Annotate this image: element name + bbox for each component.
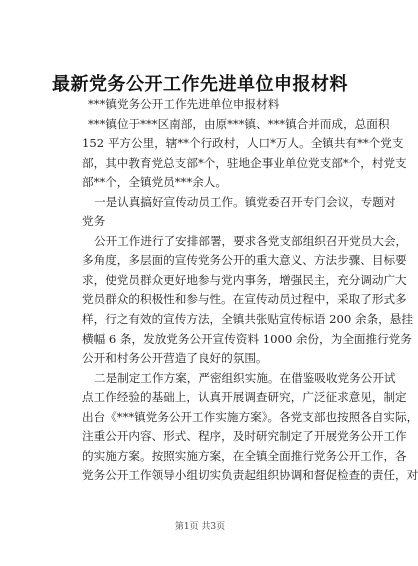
body-line: 党员群众的积极性和参与性。在宣传动员过程中，采取了形式多 — [82, 292, 407, 307]
body-line: 公开工作进行了安排部署，要求各党支部组织召开党员大会， — [94, 233, 408, 248]
body-line: 公开和村务公开营造了良好的氛围。 — [82, 351, 268, 366]
page-footer: 第1页 共3页 — [174, 522, 226, 532]
body-line: 部**个，全镇党员***余人。 — [82, 175, 227, 190]
document-body — [82, 95, 418, 486]
subtitle-line: ***镇党务公开工作先进单位申报材料 — [88, 97, 280, 111]
body-line: 出台《***镇党务公开工作实施方案》。各党支部也按照各自实际， — [82, 409, 418, 424]
body-line: 点工作经验的基础上，认真开展调查研究，广泛征求意见，制定 — [82, 390, 407, 405]
body-line: 注重公开内容、形式、程序，及时研究制定了开展党务公开工作 — [82, 429, 407, 444]
body-line: 二是制定工作方案，严密组织实施。在借鉴吸收党务公开试 — [94, 370, 396, 385]
body-line: ***镇位于***区南部，由原***镇、***镇合并而成，总面积 — [88, 116, 390, 131]
body-line: 152 平方公里，辖**个行政村，人口*万人。全镇共有**个党支 — [82, 136, 404, 151]
body-line: 党务 — [82, 214, 106, 229]
body-line: 部，其中教育党总支部*个，驻地企事业单位党支部*个，村党支 — [82, 155, 407, 170]
body-line: 样，行之有效的宣传方法，全镇共张贴宣传标语 200 余条，悬挂 — [82, 312, 413, 327]
body-line: 的实施方案。按照实施方案，在全镇全面推行党务公开工作，各 — [82, 448, 407, 463]
body-line: 党务公开工作领导小组切实负责起组织协调和督促检查的责任，对 — [82, 468, 418, 483]
body-line: 横幅 6 条，发放党务公开宣传资料 1000 余份，为全面推行党务 — [82, 331, 412, 346]
body-line: 一是认真搞好宣传动员工作。镇党委召开专门会议，专题对 — [94, 194, 396, 209]
document-title: 最新党务公开工作先进单位申报材料 — [52, 74, 348, 95]
body-line: 求，使党员群众更好地参与党内事务，增强民主，充分调动广大 — [82, 272, 407, 287]
body-line: 多角度，多层面的宣传党务公开的重大意义、方法步骤、目标要 — [82, 253, 407, 268]
